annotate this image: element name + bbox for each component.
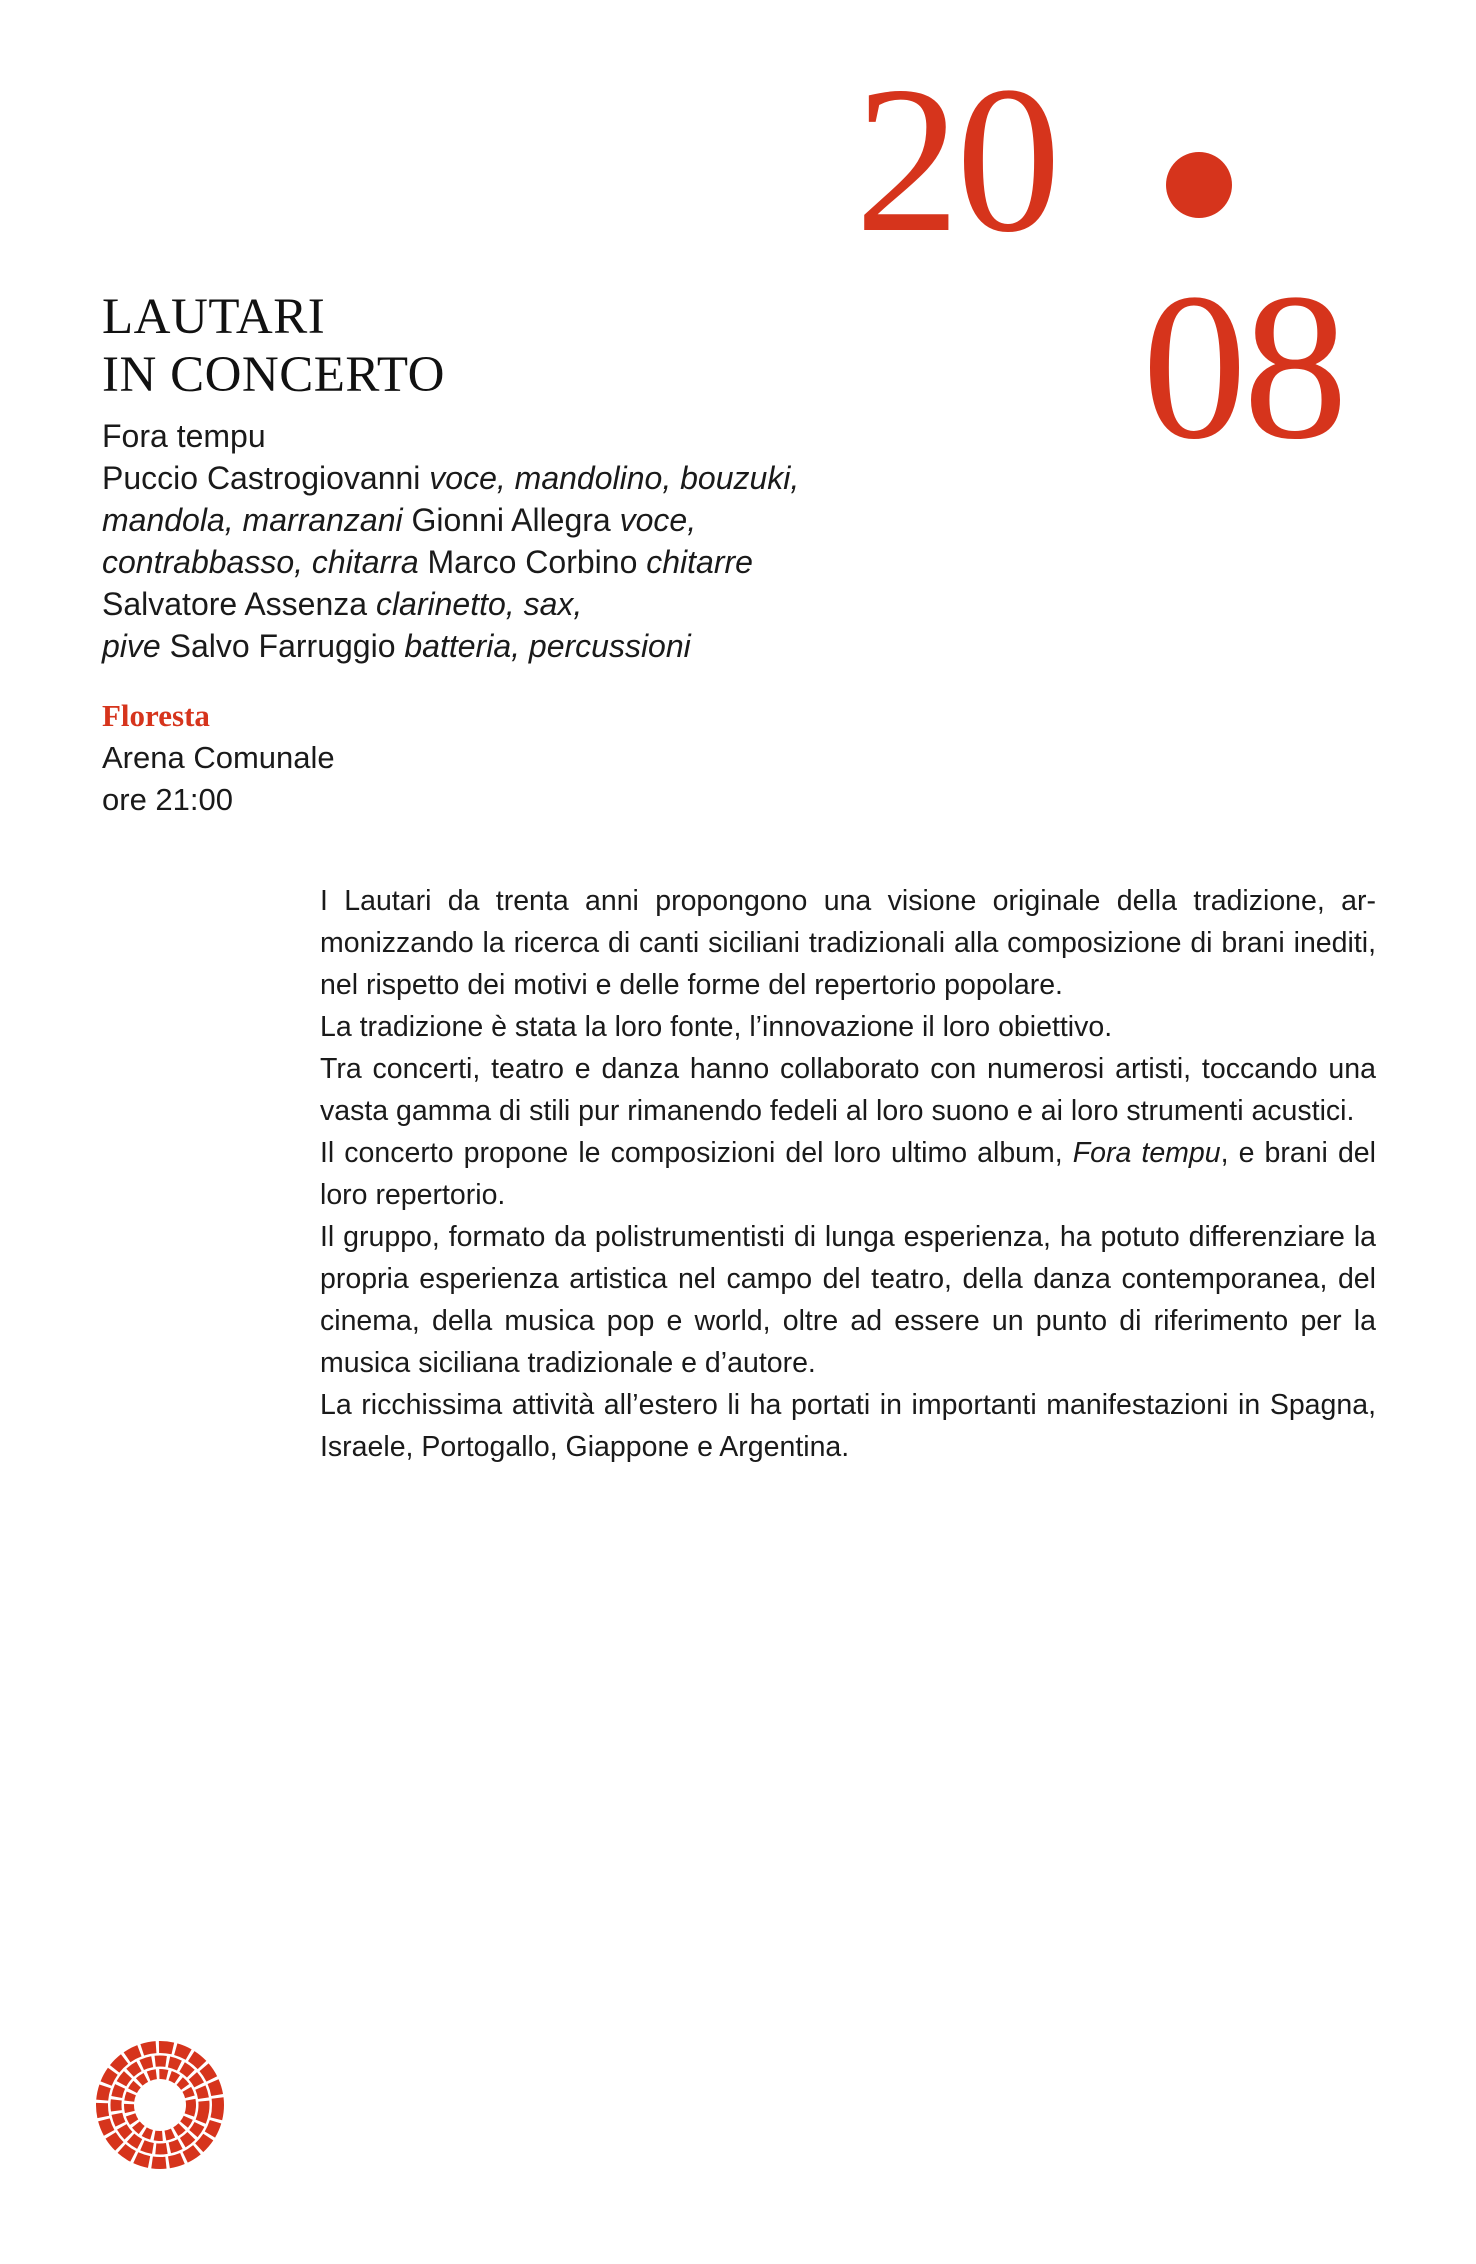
description-paragraph: Il gruppo, formato da polistrumentisti di lunga esperienza, ha potuto differenziare la propria esperienza artistica nel campo del teatro, della danza contemporanea, del cinema, della musica pop e world, oltre ad essere un punto di riferimento per la musica siciliana tradizionale e d’autore. bbox=[320, 1221, 1376, 1379]
credit-lines bbox=[102, 457, 922, 667]
album-name: Fora tempu bbox=[102, 418, 266, 454]
description-text: Il concerto propone le composizioni del loro ultimo album, bbox=[320, 1137, 1073, 1169]
credit-line bbox=[102, 457, 922, 499]
title-line-2: IN CONCERTO bbox=[102, 347, 445, 403]
description-paragraph bbox=[320, 1132, 1376, 1216]
performer-name: Gionni Allegra bbox=[402, 502, 620, 538]
event-time: ore 21:00 bbox=[102, 782, 233, 817]
performer-name: Salvo Farruggio bbox=[160, 628, 405, 664]
instrument-list: voce, bbox=[619, 502, 697, 538]
description-paragraph: Tra concerti, teatro e danza hanno collaborato con numerosi artisti, toccando una vasta gamma di stili pur rimanendo fedeli al loro suono e ai loro strumenti acustici. bbox=[320, 1053, 1376, 1127]
event-description bbox=[320, 880, 1376, 1468]
description-paragraph: La ricchissima attività all’estero li ha portati in importanti manifestazioni in Spagna, Israele, Portogallo, Giappone e Argentina. bbox=[320, 1389, 1376, 1463]
description-paragraph: I Lautari da trenta anni propongono una visione originale della tradizione, armonizzando la ricerca di canti siciliani tradizionali alla composizione di brani inediti, nel rispetto dei motivi e delle forme del repertorio popolare. bbox=[320, 885, 1376, 1001]
instrument-list: clarinetto, sax, bbox=[375, 586, 583, 622]
performer-name: Marco Corbino bbox=[418, 544, 647, 580]
album-title-italic: Fora tempu bbox=[1072, 1137, 1221, 1169]
credit-line bbox=[102, 499, 922, 541]
instrument-list: batteria, percussioni bbox=[404, 628, 691, 664]
instrument-list: voce, mandolino, bouzuki, bbox=[429, 460, 800, 496]
instrument-list: contrabbasso, chitarra bbox=[102, 544, 419, 580]
instrument-list: mandola, marranzani bbox=[102, 502, 403, 538]
venue-place: Arena Comunale bbox=[102, 740, 335, 775]
date-separator-dot bbox=[1166, 152, 1232, 218]
date-day: 20 bbox=[855, 44, 1057, 276]
credit-line bbox=[102, 625, 922, 667]
credit-line bbox=[102, 541, 922, 583]
date-month: 08 bbox=[1142, 251, 1344, 483]
instrument-list: chitarre bbox=[646, 544, 753, 580]
event-title bbox=[102, 288, 445, 404]
performers-credits bbox=[102, 415, 922, 667]
title-line-1: LAUTARI bbox=[102, 289, 326, 345]
venue-info bbox=[102, 695, 335, 821]
performer-name: Puccio Castrogiovanni bbox=[102, 460, 430, 496]
description-paragraph: La tradizione è stata la loro fonte, l’innovazione il loro obiettivo. bbox=[320, 1011, 1113, 1043]
performer-name: Salvatore Assenza bbox=[102, 586, 376, 622]
venue-town: Floresta bbox=[102, 698, 210, 733]
instrument-list: pive bbox=[102, 628, 161, 664]
credit-line bbox=[102, 583, 922, 625]
brick-ring-logo-icon bbox=[95, 2040, 225, 2170]
description-text: , e brani del loro repertorio. bbox=[320, 1137, 1376, 1211]
